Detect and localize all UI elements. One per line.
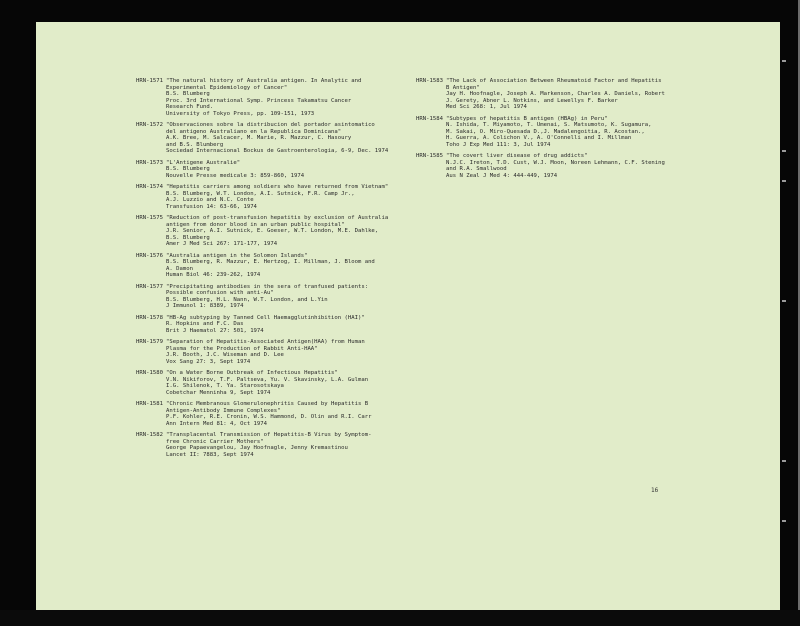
- edge-mark: [782, 180, 786, 182]
- reference-line: R. Hopkins and F.C. Das: [166, 321, 244, 327]
- reference-id: HRN-1577: [136, 283, 163, 290]
- reference-line: free Chronic Carrier Mothers": [166, 438, 264, 445]
- reference-id: HRN-1574: [136, 184, 163, 190]
- reference-entry: [416, 153, 676, 179]
- reference-line: P.F. Kohler, R.E. Cronin, W.S. Hammond, D. Olin and R.I. Carr: [166, 414, 372, 420]
- reference-entry: [136, 339, 406, 365]
- reference-line: J. Gerety, Abner L. Notkins, and Lewellys F. Barker: [446, 97, 618, 104]
- reference-entry: [136, 160, 406, 180]
- reference-line: "Hepatitis carriers among soldiers who have returned from Vietnam": [166, 184, 389, 190]
- reference-line: Human Biol 46: 239-262, 1974: [166, 272, 261, 278]
- reference-id: HRN-1580: [136, 370, 163, 376]
- reference-line: George Papaevangelou, Jay Hoofnagle, Jenny Kremastinou: [166, 445, 348, 451]
- reference-id: HRN-1584: [416, 115, 443, 122]
- reference-line: H. Guerra, A. Colichon V., A. O'Connelli and I. Millman: [446, 135, 632, 141]
- reference-entry: [136, 284, 406, 310]
- reference-line: M. Sakai, O. Miro-Quesada D.,J. Madalengoitia, R. Acostan.,: [446, 128, 645, 135]
- reference-id: HRN-1575: [136, 215, 163, 221]
- reference-line: J.R. Booth, J.C. Wiseman and D. Lee: [166, 352, 284, 358]
- reference-line: V.N. Nikiforov, T.F. Paltseva, Yu. V. Skavinsky, L.A. Gulman: [166, 376, 369, 383]
- reference-line: and R.A. Smallwood: [446, 166, 507, 172]
- reference-line: del antigeno Australiano en la Republica Dominicana": [166, 128, 342, 135]
- reference-line: J Immunol 1: 8389, 1974: [166, 303, 244, 309]
- reference-line: Lancet II: 7883, Sept 1974: [166, 451, 254, 458]
- reference-text: [446, 116, 676, 149]
- reference-line: B.S. Blumberg, W.T. London, A.I. Sutnick, F.R. Camp Jr.,: [166, 190, 355, 197]
- edge-mark: [782, 150, 786, 152]
- reference-line: B Antigen": [446, 84, 480, 91]
- reference-column-right: [416, 78, 676, 184]
- reference-line: A.J. Luzzio and N.C. Conte: [166, 197, 254, 203]
- reference-line: "Transplacental Transmission of Hepatitis-B Virus by Symptom-: [166, 432, 372, 438]
- reference-line: antigen from donor blood in an urban public hospital": [166, 221, 345, 228]
- reference-line: "Chronic Membranous Glomerulonephritis Caused by Hepatitis B: [166, 401, 369, 407]
- reference-line: Amer J Med Sci 267: 171-177, 1974: [166, 241, 278, 247]
- reference-line: B.S. Blumberg: [166, 166, 210, 172]
- reference-id: HRN-1576: [136, 252, 163, 259]
- reference-line: Brit J Haematol 27: 501, 1974: [166, 327, 264, 334]
- edge-mark: [782, 60, 786, 62]
- reference-id: HRN-1578: [136, 314, 163, 321]
- reference-line: "Reduction of post-transfusion hepatitis by exclusion of Australia: [166, 215, 389, 221]
- reference-line: "Subtypes of hepatitis B antigen (HBAg) in Peru": [446, 115, 608, 122]
- reference-entry: [136, 78, 406, 117]
- reference-text: [166, 160, 406, 180]
- reference-line: Ann Intern Med 81: 4, Oct 1974: [166, 420, 268, 427]
- reference-line: "Precipitating antibodies in the sera of tranfused patients:: [166, 283, 369, 290]
- reference-line: Toho J Exp Med 111: 3, Jul 1974: [446, 141, 551, 148]
- page-number: 16: [651, 487, 659, 494]
- reference-entry: [136, 370, 406, 396]
- reference-text: [166, 339, 406, 365]
- reference-line: N.J.C. Ireton, T.D. Cust, W.J. Moon, Noreen Lehmann, C.F. Stening: [446, 159, 665, 166]
- reference-line: "On a Water Borne Outbreak of Infectious Hepatitis": [166, 370, 338, 376]
- reference-text: [166, 401, 406, 427]
- reference-entry: [136, 184, 406, 210]
- reference-id: HRN-1585: [416, 153, 443, 159]
- reference-line: Possible confusion with anti-Au": [166, 290, 274, 296]
- reference-line: B.S. Blumberg, H.L. Nann, W.T. London, and L.Yin: [166, 296, 328, 303]
- reference-line: Cobetchar Menninha 9, Sept 1974: [166, 389, 271, 396]
- reference-line: University of Tokyo Press, pp. 109-151, 1973: [166, 110, 315, 117]
- reference-line: B.S. Blumberg: [166, 234, 210, 241]
- reference-id: HRN-1581: [136, 401, 163, 407]
- scan-border: [0, 610, 800, 626]
- reference-line: J.R. Senior, A.I. Sutnick, E. Goeser, W.T. London, M.E. Dahlke,: [166, 228, 379, 234]
- reference-id: HRN-1571: [136, 78, 163, 84]
- edge-mark: [782, 520, 786, 522]
- reference-line: "Separation of Hepatitis-Associated Antigen(HAA) from Human: [166, 339, 365, 345]
- reference-id: HRN-1579: [136, 339, 163, 345]
- reference-entry: [136, 315, 406, 335]
- reference-line: Transfusion 14: 63-66, 1974: [166, 203, 257, 210]
- reference-line: Plasma for the Production of Rabbit Anti-HAA": [166, 345, 318, 352]
- reference-text: [446, 153, 676, 179]
- reference-id: HRN-1583: [416, 78, 443, 84]
- reference-line: Nouvelle Presse medicale 3: 859-860, 1974: [166, 172, 305, 179]
- reference-line: B.S. Blumberg, R. Mazzur, E. Hertzog, I. Millman, J. Bloom and: [166, 259, 375, 265]
- reference-id: HRN-1582: [136, 432, 163, 438]
- reference-line: Research Fund.: [166, 104, 214, 110]
- reference-text: [166, 253, 406, 279]
- reference-line: "HB-Ag subtyping by Tanned Cell Haemagglutinhibition (HAI)": [166, 314, 365, 321]
- reference-text: [166, 315, 406, 335]
- reference-line: "L'Antigene Australie": [166, 159, 241, 166]
- reference-line: Aus N Zeal J Med 4: 444-449, 1974: [446, 172, 558, 179]
- reference-line: Jay H. Hoofnagle, Joseph A. Markenson, Charles A. Daniels, Robert: [446, 91, 665, 97]
- reference-line: "The Lack of Association Between Rheumatoid Factor and Hepatitis: [446, 78, 662, 84]
- reference-entry: [136, 122, 406, 155]
- reference-line: Med Sci 268: 1, Jul 1974: [446, 104, 527, 110]
- edge-mark: [782, 460, 786, 462]
- reference-id: HRN-1572: [136, 122, 163, 128]
- reference-line: Sociedad Internacional Bockus de Gastroenterologia, 6-9, Dec. 1974: [166, 148, 389, 154]
- reference-line: "Observaciones sobre la distribucion del portador asintomatico: [166, 122, 375, 128]
- reference-entry: [416, 116, 676, 149]
- reference-text: [166, 122, 406, 155]
- reference-text: [166, 284, 406, 310]
- reference-entry: [136, 401, 406, 427]
- reference-line: and B.S. Blumberg: [166, 141, 224, 148]
- reference-line: A.K. Bree, M. Salcacer, M. Marie, R. Mazzur, C. Hasoury: [166, 135, 352, 141]
- reference-text: [166, 78, 406, 117]
- reference-line: Antigen-Antibody Immune Complexes": [166, 407, 281, 414]
- reference-text: [166, 215, 406, 248]
- edge-mark: [782, 300, 786, 302]
- reference-line: A. Damon: [166, 265, 193, 272]
- reference-text: [446, 78, 676, 111]
- reference-line: Proc. 3rd International Symp. Princess Takamatsu Cancer: [166, 97, 352, 104]
- reference-entry: [136, 253, 406, 279]
- reference-line: I.G. Shilenok, T. Ya. Starosotskaya: [166, 383, 284, 389]
- reference-text: [166, 432, 406, 458]
- reference-entry: [416, 78, 676, 111]
- reference-line: "The natural history of Australia antigen. In Analytic and: [166, 78, 362, 84]
- reference-line: "The covert liver disease of drug addicts": [446, 153, 588, 159]
- reference-line: "Australia antigen in the Solomon Islands": [166, 252, 308, 259]
- reference-entry: [136, 215, 406, 248]
- reference-line: B.S. Blumberg: [166, 91, 210, 97]
- reference-column-left: [136, 78, 406, 463]
- reference-line: Vox Sang 27: 3, Sept 1974: [166, 358, 251, 365]
- reference-entry: [136, 432, 406, 458]
- reference-text: [166, 370, 406, 396]
- reference-id: HRN-1573: [136, 159, 163, 166]
- reference-line: N. Ishida, T. Miyamoto, T. Umenai, S. Matsumoto, K. Sugamura,: [446, 122, 652, 128]
- reference-line: Experimental Epidemiology of Cancer": [166, 84, 288, 91]
- reference-text: [166, 184, 406, 210]
